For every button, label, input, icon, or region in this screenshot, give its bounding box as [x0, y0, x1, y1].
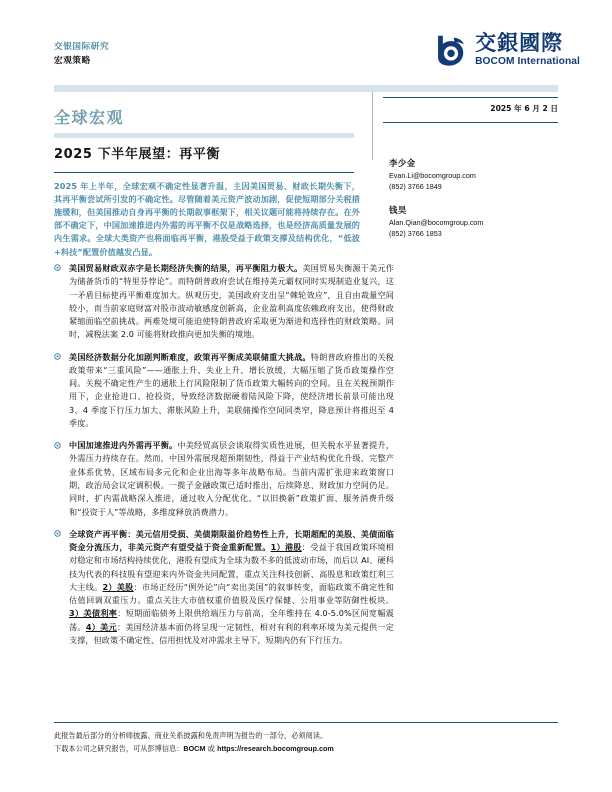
footer-download-line	[54, 742, 524, 755]
research-unit-label: 交银国际研究	[54, 42, 110, 52]
list-item	[54, 439, 394, 519]
list-item	[54, 351, 394, 431]
sub-item-number: 3）	[69, 608, 84, 619]
report-date: 2025 年 6 月 2 日	[490, 104, 558, 113]
sub-item-number: 2）	[102, 581, 117, 592]
footer-disclaimer: 此报告最后部分的分析师披露、商业关系披露和免责声明为报告的一部分，必须阅读。	[54, 731, 328, 740]
bocom-b-mark-icon	[434, 33, 468, 67]
doc-category: 全球宏观	[54, 108, 125, 127]
page-title: 2025 下半年展望：再平衡	[54, 147, 221, 163]
analyst-name: 钱昊	[389, 204, 407, 215]
analyst-phone: (852) 3766 1849	[389, 181, 442, 191]
sub-item-text: 受益于我国政策环境相对稳定和市场结构持续优化，港股有望成为全球为数不多的低波动市场，而后以 AI、硬科技为代表的科技股有望迎来内外资金共同配置，重点关注科技创新、高股息和政策红利三大主线。	[69, 542, 394, 592]
sub-item-number: 4）	[85, 621, 101, 632]
footer-conjunction: 或	[205, 744, 218, 754]
research-url[interactable]: https://research.bocomgroup.com	[217, 744, 334, 754]
analyst-email[interactable]: Alan.Qian@bocomgroup.com	[389, 217, 484, 227]
list-item-text	[69, 439, 394, 519]
analyst-email[interactable]: Evan.Li@bocomgroup.com	[389, 170, 476, 180]
analyst-name: 李少金	[389, 158, 416, 168]
brand-block	[54, 42, 109, 67]
page-header	[0, 0, 612, 92]
date-bottom-rule	[383, 122, 558, 123]
footer-rule	[54, 722, 558, 723]
analyst-phone: (852) 3766 1853	[389, 228, 442, 238]
bullet-rest: 特朗普政府推出的关税政策带来“三重风险”——通胀上升、失业上升、增长放缓，大幅压缩了货币政策操作空间。关税不确定性产生的通胀上行风险限制了货币政策大幅转向的空间。且在关税预期作用下，企业抢进口、抢投资，导致经济数据硬着陆风险下降，使经济增长前景可能出现 3、4 季度下行压力加大、滞胀风险上升，美联储操作空间同类窄，降息预计将推迟至 4 季度。	[69, 351, 394, 428]
logo-text-chinese: 交銀國際	[475, 31, 564, 55]
logo-text-english: BOCOM International	[475, 56, 580, 67]
abstract-paragraph: 2025 年上半年，全球宏观不确定性显著升温，主因美国贸易、财政长期失衡下，其再平衡尝试所引发的不确定性。尽管随着美元资产波动加剧，促使短期部分关税措施缓和，但美国推动自身再平衡的长期叙事框架下，相关议题可能将持续存在。在外部不确定下，中国加速推进内外需的再平衡不仅是战略选择，也是经济高质量发展的内生需求。全球大类资产也将面临再平衡，港股受益于政策支撑及结构优化，“低波+科技”配置价值越发凸显。	[54, 181, 360, 257]
bloomberg-code: BOCM	[183, 744, 206, 754]
sub-item-separator: ：	[301, 542, 311, 553]
analyst-entry	[389, 157, 559, 192]
category-rule	[54, 133, 354, 138]
page-footer	[54, 729, 524, 756]
bullet-circle-icon	[54, 262, 69, 271]
list-item-text	[69, 262, 394, 342]
title-area	[54, 108, 354, 173]
sector-label: 宏观策略	[54, 55, 91, 66]
company-logo	[434, 33, 580, 68]
date-top-rule	[383, 97, 558, 98]
bullet-circle-icon	[54, 439, 69, 448]
list-item	[54, 528, 394, 647]
bullet-circle-icon	[54, 528, 69, 537]
bullet-rest: 中美经贸高层会谈取得实质性进展，但关税水平显著提升，外需压力持续存在。然而，中国外需展现超预期韧性，得益于产业结构优化升级、完整产业体系优势、区域布局多元化和企业出海等多年战略布局。当前内需扩张迎来政策窗口期，政治局会议定调积极。一揽子金融政策已适时推出，后续降息、财政加力空间仍足。同时，扩内需战略深入推进，通过收入分配优化、“以旧换新”政策扩面、服务消费升级和“投资于人”等战略，多维度释放消费潜力。	[69, 440, 394, 517]
bullet-circle-icon	[54, 351, 69, 360]
sub-item-separator: ：	[117, 608, 126, 619]
bullet-lead: 美国经济数据分化加剧判断难度，政策再平衡成美联储重大挑战。	[69, 351, 311, 362]
sub-item-label: 美股	[116, 581, 134, 592]
title-rule	[54, 172, 354, 173]
logo-text-block	[475, 33, 580, 68]
sub-item-label: 美债利率	[83, 608, 118, 619]
analyst-contact-panel	[389, 157, 559, 251]
analyst-entry	[389, 204, 559, 239]
sub-item-text: 市场正经历“例外论”向“卖出美国”的叙事转变，面临政策不确定性和估值回调双重压力。重点关注大市值权重价值股及医疗保健、公用事业等防御性板块。	[69, 581, 394, 606]
sub-item-text: 美国经济基本面仍将呈现一定韧性，相对有利的利率环境为美元提供一定支撑，但政策不确定性、信用担忧及对冲需求主导下，短期内仍有下行压力。	[69, 621, 395, 645]
bullet-lead: 美国贸易财政双赤字是长期经济失衡的结果，再平衡阻力极大。	[69, 263, 303, 273]
bullet-lead: 全球资产再平衡：美元信用受损、美债期限溢价趋势性上升，长期超配的美股、美债面临资金分流压力，非美元资产有望受益于资金重新配置。	[69, 528, 394, 553]
sub-item-separator: ：	[116, 621, 126, 632]
sub-item-separator: ：	[133, 581, 142, 592]
list-item-text	[69, 528, 394, 647]
footer-download-prefix: 下载本公司之研究报告，可从彭博信息：	[54, 744, 184, 754]
header-vertical-divider	[372, 92, 373, 160]
sub-item-label: 港股	[284, 542, 302, 553]
list-item	[54, 262, 394, 342]
sub-item-number: 1）	[270, 542, 285, 553]
sub-item-label: 美元	[100, 621, 117, 632]
bullet-rest: 美国贸易失衡源于美元作为储备货币的“特里芬悖论”。而特朗普政府尝试在维持美元霸权同时实现制造业复兴，这一矛盾目标使再平衡难度加大。纵观历史，美国政府支出呈“棘轮效应”，且自由裁量空间较小，而当前家庭财富对股市波动敏感度创新高，企业盈利高度依赖政府支出，使得财政紧缩面临空前挑战。两难处境可能迫使特朗普政府采取更为渐进和选择性的财政策略。同时，减税法案 2.0 可能将财政推向更加失衡的境地。	[69, 263, 394, 340]
key-points-list	[54, 262, 394, 656]
list-item-text	[69, 351, 394, 431]
header-thick-rule	[54, 85, 558, 92]
bullet-lead: 中国加速推进内外需再平衡。	[69, 440, 178, 451]
sub-item-text: 短期面临债务上限供给端压力与前高，全年维持在 4.0-5.0%区间宽幅震荡。	[69, 608, 394, 632]
